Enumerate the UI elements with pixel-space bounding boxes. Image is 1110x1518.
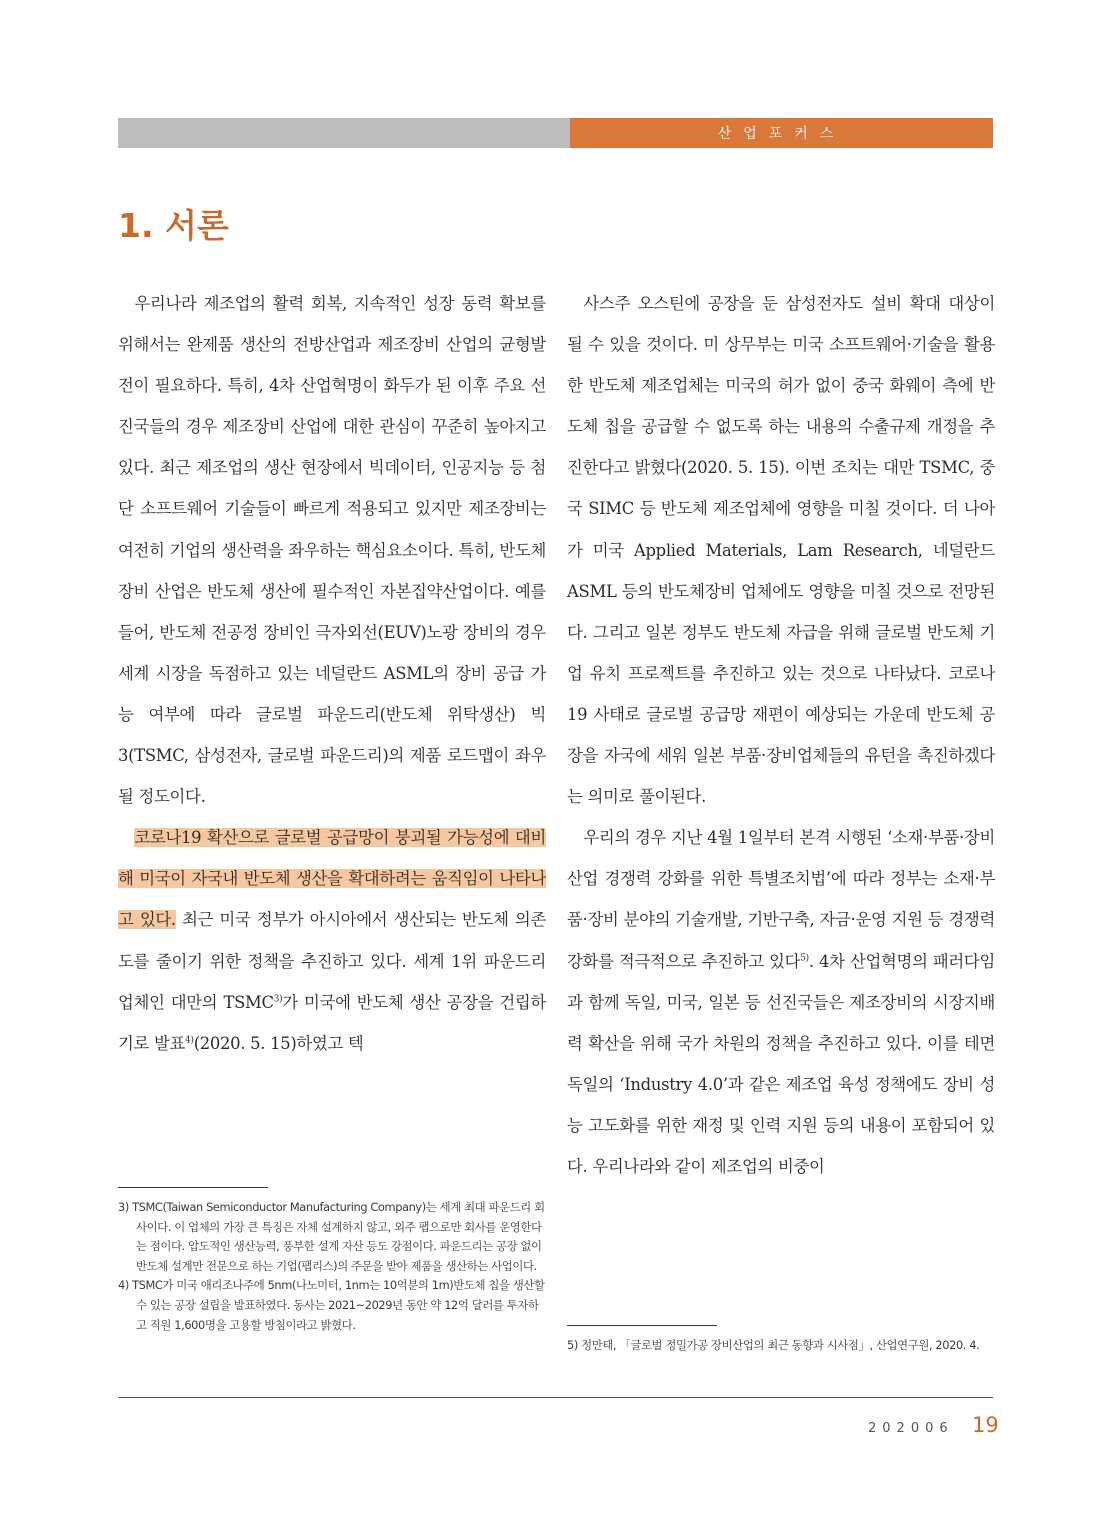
- right-paragraph-2: [567, 817, 995, 1187]
- section-title: 1. 서론: [118, 206, 229, 245]
- footnote-5: 5) 정만태, 「글로벌 정밀가공 장비산업의 최근 동향과 시사점」, 산업연구원, 2020. 4.: [567, 1338, 980, 1352]
- footnote-3: 3) TSMC(Taiwan Semiconductor Manufacturing Company)는 세계 최대 파운드리 회사이다. 이 업체의 가장 큰 특징은 자체 설계하지 않고, 외주 팹으로만 회사를 운영한다는 점이다. 압도적인 생산능력, 풍부한 설계 자산 등도 강점이다. 파운드리는 공장 없이 반도체 설계만 전문으로 하는 기업(팹리스)의 주문을 받아 제품을 생산하는 사업이다.: [118, 1200, 545, 1273]
- issue-number: 202006: [868, 1421, 954, 1436]
- header-bar: [118, 118, 993, 148]
- right-column: [567, 283, 995, 1187]
- footnote-ref-3: 3): [273, 994, 283, 1005]
- left-paragraph-2: [118, 817, 546, 1064]
- paragraph-text: 최근 미국 정부가 아시아에서 생산되는 반도체 의존도를 줄이기 위한 정책을 추진하고 있다. 세계 1위 파운드리 업체인 대만의 TSMC: [118, 910, 546, 1012]
- footer-divider: [118, 1397, 993, 1398]
- footnote-ref-5: 5): [800, 953, 809, 964]
- footnote-divider: [118, 1187, 268, 1188]
- paragraph-text: (2020. 5. 15)하였고 텍: [193, 1033, 364, 1053]
- footnote-divider: [567, 1325, 717, 1326]
- paragraph-text: . 4차 산업혁명의 패러다임과 함께 독일, 미국, 일본 등 선진국들은 제조장비의 시장지배력 확산을 위해 국가 차원의 정책을 추진하고 있다. 이를 테면 독일의 ‘Industry 4.0’과 같은 제조업 육성 정책에도 장비 성능 고도화를 위한 재정 및 인력 지원 등의 내용이 포함되어 있다. 우리나라와 같이 제조업의 비중이: [567, 951, 996, 1176]
- left-column: [118, 283, 546, 1064]
- page-number: 19: [972, 1413, 999, 1437]
- footnote-ref-4: 4): [185, 1035, 194, 1046]
- paragraph-text: 우리의 경우 지난 4월 1일부터 본격 시행된 ‘소재·부품·장비산업 경쟁력 강화를 위한 특별조치법’에 따라 정부는 소재·부품·장비 분야의 기술개발, 기반구축, 자금·운영 지원 등 경쟁력 강화를 적극적으로 추진하고 있다: [567, 828, 995, 971]
- header-gray-block: [118, 118, 570, 148]
- highlighted-sentence: 코로나19 확산으로 글로벌 공급망이 붕괴될 가능성에 대비해 미국이 자국내 반도체 생산을 확대하려는 움직임이 나타나고 있다.: [118, 828, 546, 930]
- footnotes-left: [118, 1187, 546, 1335]
- footnotes-right: [567, 1325, 995, 1356]
- footnote-4: 4) TSMC가 미국 애리조나주에 5nm(나노미터, 1nm는 10억분의 1m)반도체 칩을 생산할 수 있는 공장 설립을 발표하였다. 동사는 2021~2029년 동안 약 12억 달러를 투자하고 직원 1,600명을 고용할 방침이라고 밝혔다.: [118, 1278, 545, 1332]
- paragraph-text: 가 미국에 반도체 생산 공장을 건립하기로 발표: [118, 992, 546, 1053]
- right-paragraph-1: 사스주 오스틴에 공장을 둔 삼성전자도 설비 확대 대상이 될 수 있을 것이다. 미 상무부는 미국 소프트웨어·기술을 활용한 반도체 제조업체는 미국의 허가 없이 중국 화웨이 측에 반도체 칩을 공급할 수 없도록 하는 내용의 수출규제 개정을 추진한다고 밝혔다(2020. 5. 15). 이번 조치는 대만 TSMC, 중국 SIMC 등 반도체 제조업체에 영향을 미칠 것이다. 더 나아가 미국 Applied Materials, Lam Research, 네덜란드 ASML 등의 반도체장비 업체에도 영향을 미칠 것으로 전망된다. 그리고 일본 정부도 반도체 자급을 위해 글로벌 반도체 기업 유치 프로젝트를 추진하고 있는 것으로 나타났다. 코로나19 사태로 글로벌 공급망 재편이 예상되는 가운데 반도체 공장을 자국에 세워 일본 부품·장비업체들의 유턴을 촉진하겠다는 의미로 풀이된다.: [567, 294, 995, 807]
- left-paragraph-1: 우리나라 제조업의 활력 회복, 지속적인 성장 동력 확보를 위해서는 완제품 생산의 전방산업과 제조장비 산업의 균형발전이 필요하다. 특히, 4차 산업혁명이 화두가 된 이후 주요 선진국들의 경우 제조장비 산업에 대한 관심이 꾸준히 높아지고 있다. 최근 제조업의 생산 현장에서 빅데이터, 인공지능 등 첨단 소프트웨어 기술들이 빠르게 적용되고 있지만 제조장비는 여전히 기업의 생산력을 좌우하는 핵심요소이다. 특히, 반도체장비 산업은 반도체 생산에 필수적인 자본집약산업이다. 예를 들어, 반도체 전공정 장비인 극자외선(EUV)노광 장비의 경우 세계 시장을 독점하고 있는 네덜란드 ASML의 장비 공급 가능 여부에 따라 글로벌 파운드리(반도체 위탁생산) 빅3(TSMC, 삼성전자, 글로벌 파운드리)의 제품 로드맵이 좌우될 정도이다.: [118, 294, 546, 807]
- section-category-label: 산업포커스: [570, 118, 993, 148]
